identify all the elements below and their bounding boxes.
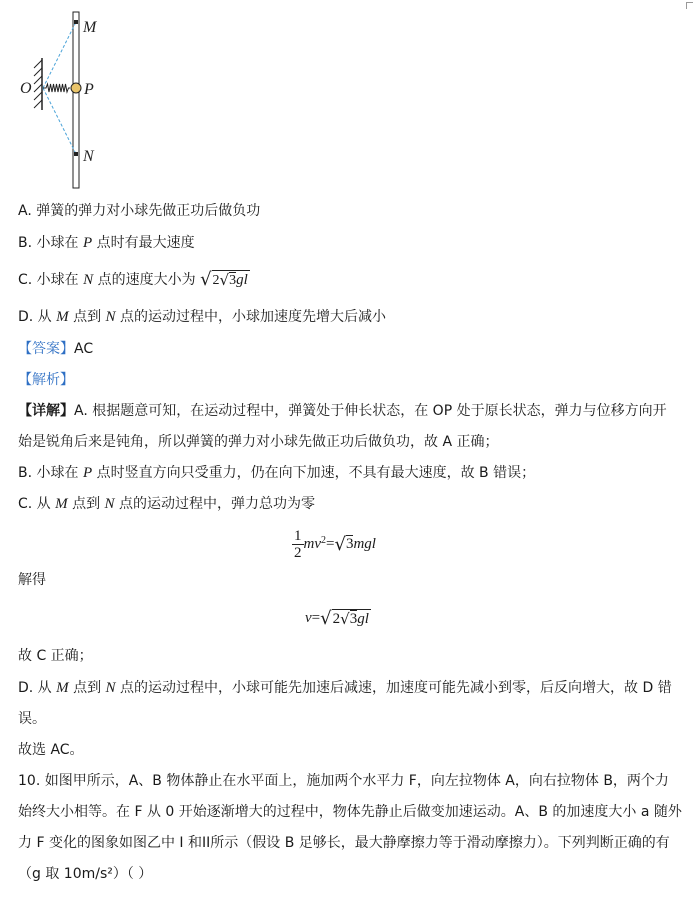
question10-line-4: [18, 864, 152, 884]
equation-energy: [292, 522, 376, 566]
velocity-radicand: 2√3gl: [332, 609, 369, 628]
option-D-post: 点的运动过程中，小球加速度先增大后减小: [115, 309, 387, 325]
detail-line-D2: [18, 709, 46, 729]
detail-line-2: [18, 432, 498, 452]
detail-D-post: 点的运动过程中，小球可能先加速后减速，加速度可能先减小到零，后反向增大，故 D 错: [115, 680, 672, 696]
question10-text-3: 力 F 变化的图象如图乙中 I 和II所示（假设 B 足够长，最大静摩擦力等于滑动摩擦力）。下列判断正确的有: [18, 835, 670, 851]
option-D: [18, 307, 386, 327]
conclusion-text: 故选 AC。: [18, 742, 84, 758]
option-D-pre: D. 从: [18, 309, 57, 325]
velocity-equals: =: [311, 609, 321, 626]
answer-line: [18, 339, 93, 359]
spring-rod-figure: [10, 8, 130, 198]
point-M: [74, 20, 78, 24]
detail-line-B: [18, 463, 535, 483]
equation-right: mgl: [353, 535, 376, 552]
label-P: P: [84, 81, 94, 98]
equation-velocity: [305, 600, 371, 636]
detail-D-var1: M: [56, 680, 69, 696]
c-correct-line: [18, 646, 93, 666]
option-C-var: N: [83, 272, 94, 288]
solve-line: [18, 570, 46, 590]
question10-line-1: [18, 771, 669, 791]
option-B-post: 点时有最大速度: [92, 235, 195, 251]
detail-B-var: P: [82, 465, 93, 481]
dashed-line-OM: [43, 22, 76, 88]
detail-line-C: [18, 494, 315, 514]
equation-fraction: $\frac{1}{2}$: [294, 527, 302, 561]
detail-C-var2: N: [104, 496, 115, 512]
equation-radical: √: [334, 533, 346, 555]
option-D-var1: M: [56, 309, 69, 325]
c-correct-text: 故 C 正确；: [18, 648, 93, 664]
detail-B-post: 点时竖直方向只受重力，仍在向下加速，不具有最大速度，故 B 错误；: [92, 465, 536, 481]
label-M: M: [83, 19, 97, 36]
detail-text-1: A. 根据题意可知，在运动过程中，弹簧处于伸长状态，在 OP 处于原长状态，弹力与位移方向开: [74, 403, 667, 419]
option-C: [18, 270, 250, 290]
solve-text: 解得: [18, 572, 46, 588]
detail-D-pre: D. 从: [18, 680, 57, 696]
velocity-symbol: v: [305, 609, 312, 626]
detail-D-var2: N: [105, 680, 116, 696]
equation-left: mv: [303, 535, 321, 552]
option-D-var2: N: [105, 309, 116, 325]
point-N: [74, 152, 78, 156]
wall-hatching: [34, 60, 42, 108]
vertical-rod: [73, 12, 79, 188]
velocity-radical: √: [320, 607, 332, 629]
ball-P: [71, 83, 81, 93]
detail-D-mid: 点到: [68, 680, 106, 696]
option-A: [18, 201, 260, 221]
conclusion-line: [18, 740, 84, 760]
detail-C-post: 点的运动过程中，弹力总功为零: [114, 496, 316, 512]
question10-line-2: [18, 802, 682, 822]
detail-C-mid: 点到: [67, 496, 105, 512]
option-C-formula: √2√3gl: [200, 269, 248, 290]
detail-line-1: [18, 401, 667, 421]
detail-text-2: 始是锐角后来是钝角，所以弹簧的弹力对小球先做正功后做负功，故 A 正确；: [18, 434, 499, 450]
label-O: O: [20, 80, 32, 97]
dashed-line-ON: [43, 88, 76, 154]
option-A-text: A. 弹簧的弹力对小球先做正功后做负功: [18, 203, 261, 219]
detail-C-var1: M: [55, 496, 68, 512]
question10-line-3: [18, 833, 670, 853]
analysis-label: 【解析】: [18, 372, 74, 388]
detail-B-pre: B. 小球在: [18, 465, 83, 481]
question10-text-1: 10. 如图甲所示，A、B 物体静止在水平面上，施加两个水平力 F，向左拉物体 A，向右拉物体 B，两个力: [18, 773, 669, 789]
option-C-pre: C. 小球在: [18, 272, 84, 288]
option-C-post: 点的速度大小为: [93, 272, 201, 288]
spring: [43, 84, 70, 92]
detail-C-pre: C. 从: [18, 496, 56, 512]
option-B: [18, 233, 195, 253]
answer-value: AC: [74, 341, 94, 357]
page-corner-mark: [686, 2, 693, 9]
equation-sup: 2: [321, 534, 326, 546]
question10-text-2: 始终大小相等。在 F 从 0 开始逐渐增大的过程中，物体先静止后做变加速运动。A、B 的加速度大小 a 随外: [18, 804, 682, 820]
detail-label: 【详解】: [18, 403, 74, 419]
analysis-line: [18, 370, 74, 390]
detail-line-D: [18, 678, 672, 698]
option-B-var: P: [82, 235, 93, 251]
equation-equals: =: [326, 535, 335, 552]
detail-D2-text: 误。: [18, 711, 46, 727]
question10-text-4: （g 取 10m/s²）（ ）: [18, 866, 153, 882]
option-D-mid: 点到: [68, 309, 106, 325]
equation-sqrt3: 3: [345, 536, 354, 552]
label-N: N: [83, 148, 94, 165]
option-B-pre: B. 小球在: [18, 235, 83, 251]
answer-label: 【答案】: [18, 341, 74, 357]
